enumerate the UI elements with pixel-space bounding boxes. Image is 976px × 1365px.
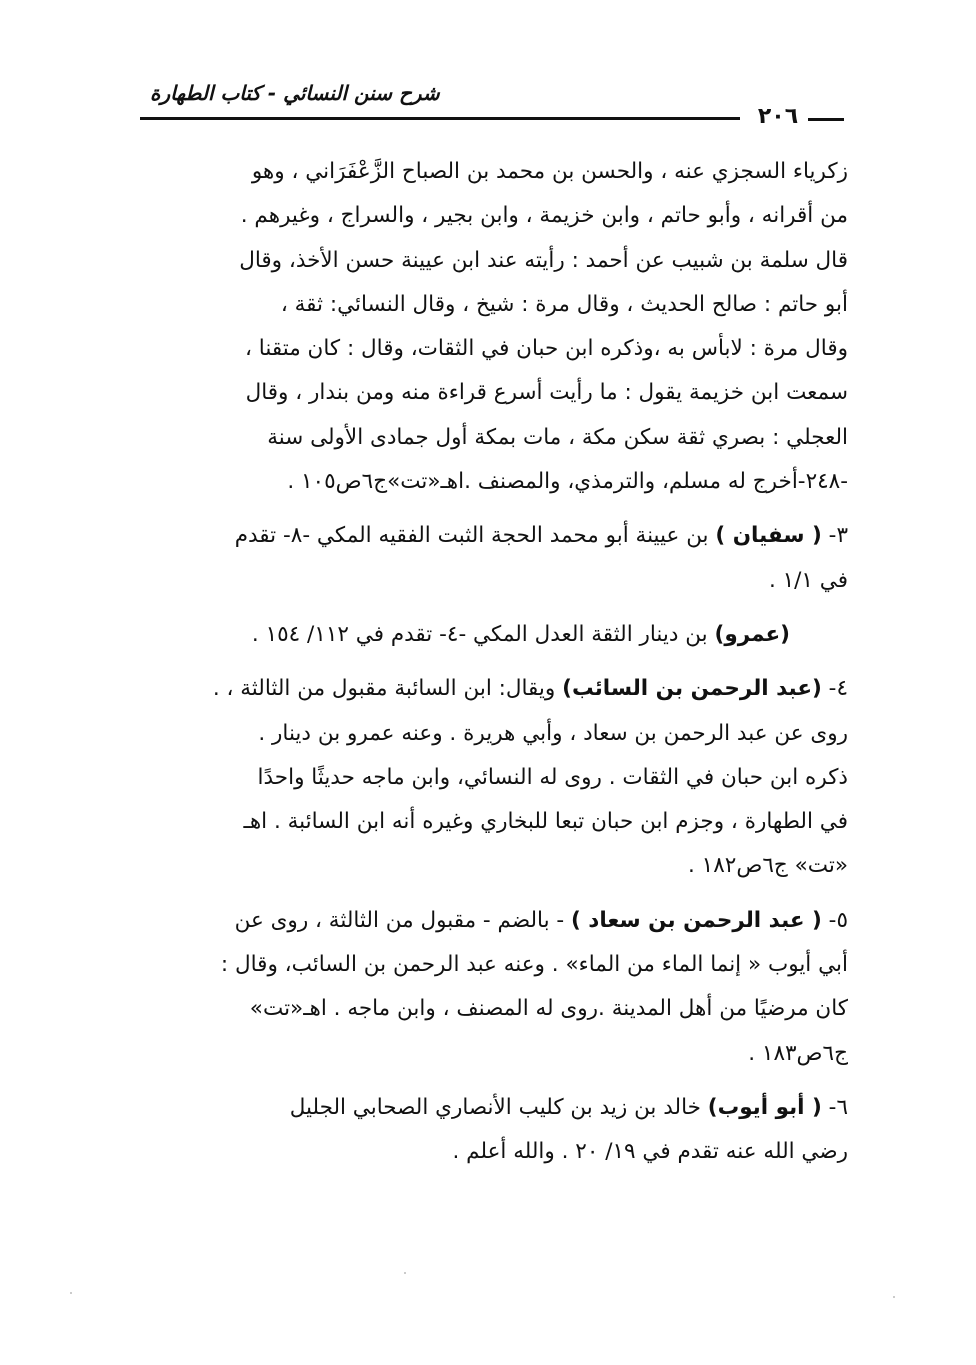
paragraph-gap xyxy=(136,889,848,899)
entry-text: بن عيينة أبو محمد الحجة الثبت الفقيه المكي -٨- تقدم xyxy=(234,523,716,549)
text-line: ج٦ص١٨٣ . xyxy=(748,1040,848,1066)
text-line: في الطهارة ، وجزم ابن حبان تبعا للبخاري وغيره أنه ابن السائبة . اهـ xyxy=(243,809,848,835)
entry-text: بن دينار الثقة العدل المكي -٤- تقدم في ١١٢/ ١٥٤ . xyxy=(251,621,715,647)
text-line: «تت» ج٦ص١٨٢ . xyxy=(687,853,848,879)
text-line: قال سلمة بن شبيب عن أحمد : رأيته عند ابن عيينة حسن الأخذ، وقال xyxy=(239,247,848,273)
text-line xyxy=(136,514,848,558)
scan-speck xyxy=(70,1292,72,1294)
text-line xyxy=(136,613,848,657)
entry-number: ٥- xyxy=(821,907,848,933)
entry-text: - بالضم - مقبول من الثالثة ، روى عن xyxy=(234,907,571,933)
scan-speck xyxy=(893,1296,895,1298)
narrator-name: ( أبو أيوب) xyxy=(707,1094,822,1120)
text-line: وقال مرة : لابأس به ،وذكره ابن حبان في الثقات، وقال : كان متقنا ، xyxy=(245,336,848,362)
paragraph-gap xyxy=(136,603,848,613)
text-line: في ١/١ . xyxy=(768,567,848,593)
entry-number: ٤- xyxy=(821,676,848,702)
text-line: من أقرانه ، وأبو حاتم ، وابن خزيمة ، وابن بجير ، والسراج ، وغيرهم . xyxy=(240,203,848,229)
text-line: ذكره ابن حبان في الثقات . روى له النسائي، وابن ماجه حديثًا واحدًا xyxy=(257,764,848,790)
text-line: سمعت ابن خزيمة يقول : ما رأيت أسرع قراءة منه ومن بندار ، وقال xyxy=(245,380,848,406)
page-body xyxy=(136,150,848,1175)
paragraph-gap xyxy=(136,657,848,667)
text-line: رضي الله عنه تقدم في ١٩/ ٢٠ . والله أعلم . xyxy=(452,1139,848,1165)
entry-text: ويقال: ابن السائبة مقبول من الثالثة ، . xyxy=(212,676,563,702)
text-line xyxy=(136,1086,848,1130)
scan-speck xyxy=(404,1272,406,1274)
narrator-name: ( سفيان ) xyxy=(715,523,822,549)
paragraph-abdulrahman-ibn-alsaib xyxy=(136,667,848,888)
paragraph-sufyan xyxy=(136,514,848,603)
entry-number: ٦- xyxy=(821,1094,848,1120)
text-line: روى عن عبد الرحمن بن سعاد ، وأبي هريرة . وعنه عمرو بن دينار . xyxy=(258,720,848,746)
entry-text: خالد بن زيد بن كليب الأنصاري الصحابي الجليل xyxy=(289,1094,708,1120)
paragraph-1 xyxy=(136,150,848,504)
narrator-name: ( عبد الرحمن بن سعاد ) xyxy=(571,907,822,933)
header-rule xyxy=(140,117,740,120)
text-line: كان مرضيًا من أهل المدينة .روى له المصنف ، وابن ماجه . اهـ«تت» xyxy=(249,996,848,1022)
text-line xyxy=(136,667,848,711)
entry-number: ٣- xyxy=(821,523,848,549)
paragraph-abdulrahman-ibn-suad xyxy=(136,899,848,1076)
text-line xyxy=(136,899,848,943)
text-line: أبي أيوب « إنما الماء من الماء» . وعنه عبد الرحمن بن السائب، وقال : xyxy=(220,952,848,978)
running-title: شرح سنن النسائي - كتاب الطهارة xyxy=(150,81,440,105)
paragraph-gap xyxy=(136,504,848,514)
page-number-dash xyxy=(808,118,844,121)
paragraph-amr xyxy=(136,613,848,657)
narrator-name: (عبد الرحمن بن السائب) xyxy=(562,676,822,702)
paragraph-gap xyxy=(136,1076,848,1086)
text-line: زكرياء السجزي عنه ، والحسن بن محمد بن الصباح الزَّعْفَرَاني ، وهو xyxy=(251,159,848,184)
text-line: العجلي : بصري ثقة سكن مكة ، مات بمكة أول جمادى الأولى سنة xyxy=(267,424,848,450)
narrator-name: (عمرو) xyxy=(714,621,790,647)
paragraph-abu-ayyub xyxy=(136,1086,848,1175)
page-number: ٢٠٦ xyxy=(757,104,799,129)
text-line: أبو حاتم : صالح الحديث ، وقال مرة : شيخ ، وقال النسائي: ثقة ، xyxy=(280,291,848,317)
text-line: -٢٤٨-أخرج له مسلم، والترمذي، والمصنف .اهـ«تت»ج٦ص١٠٥ . xyxy=(287,469,848,495)
